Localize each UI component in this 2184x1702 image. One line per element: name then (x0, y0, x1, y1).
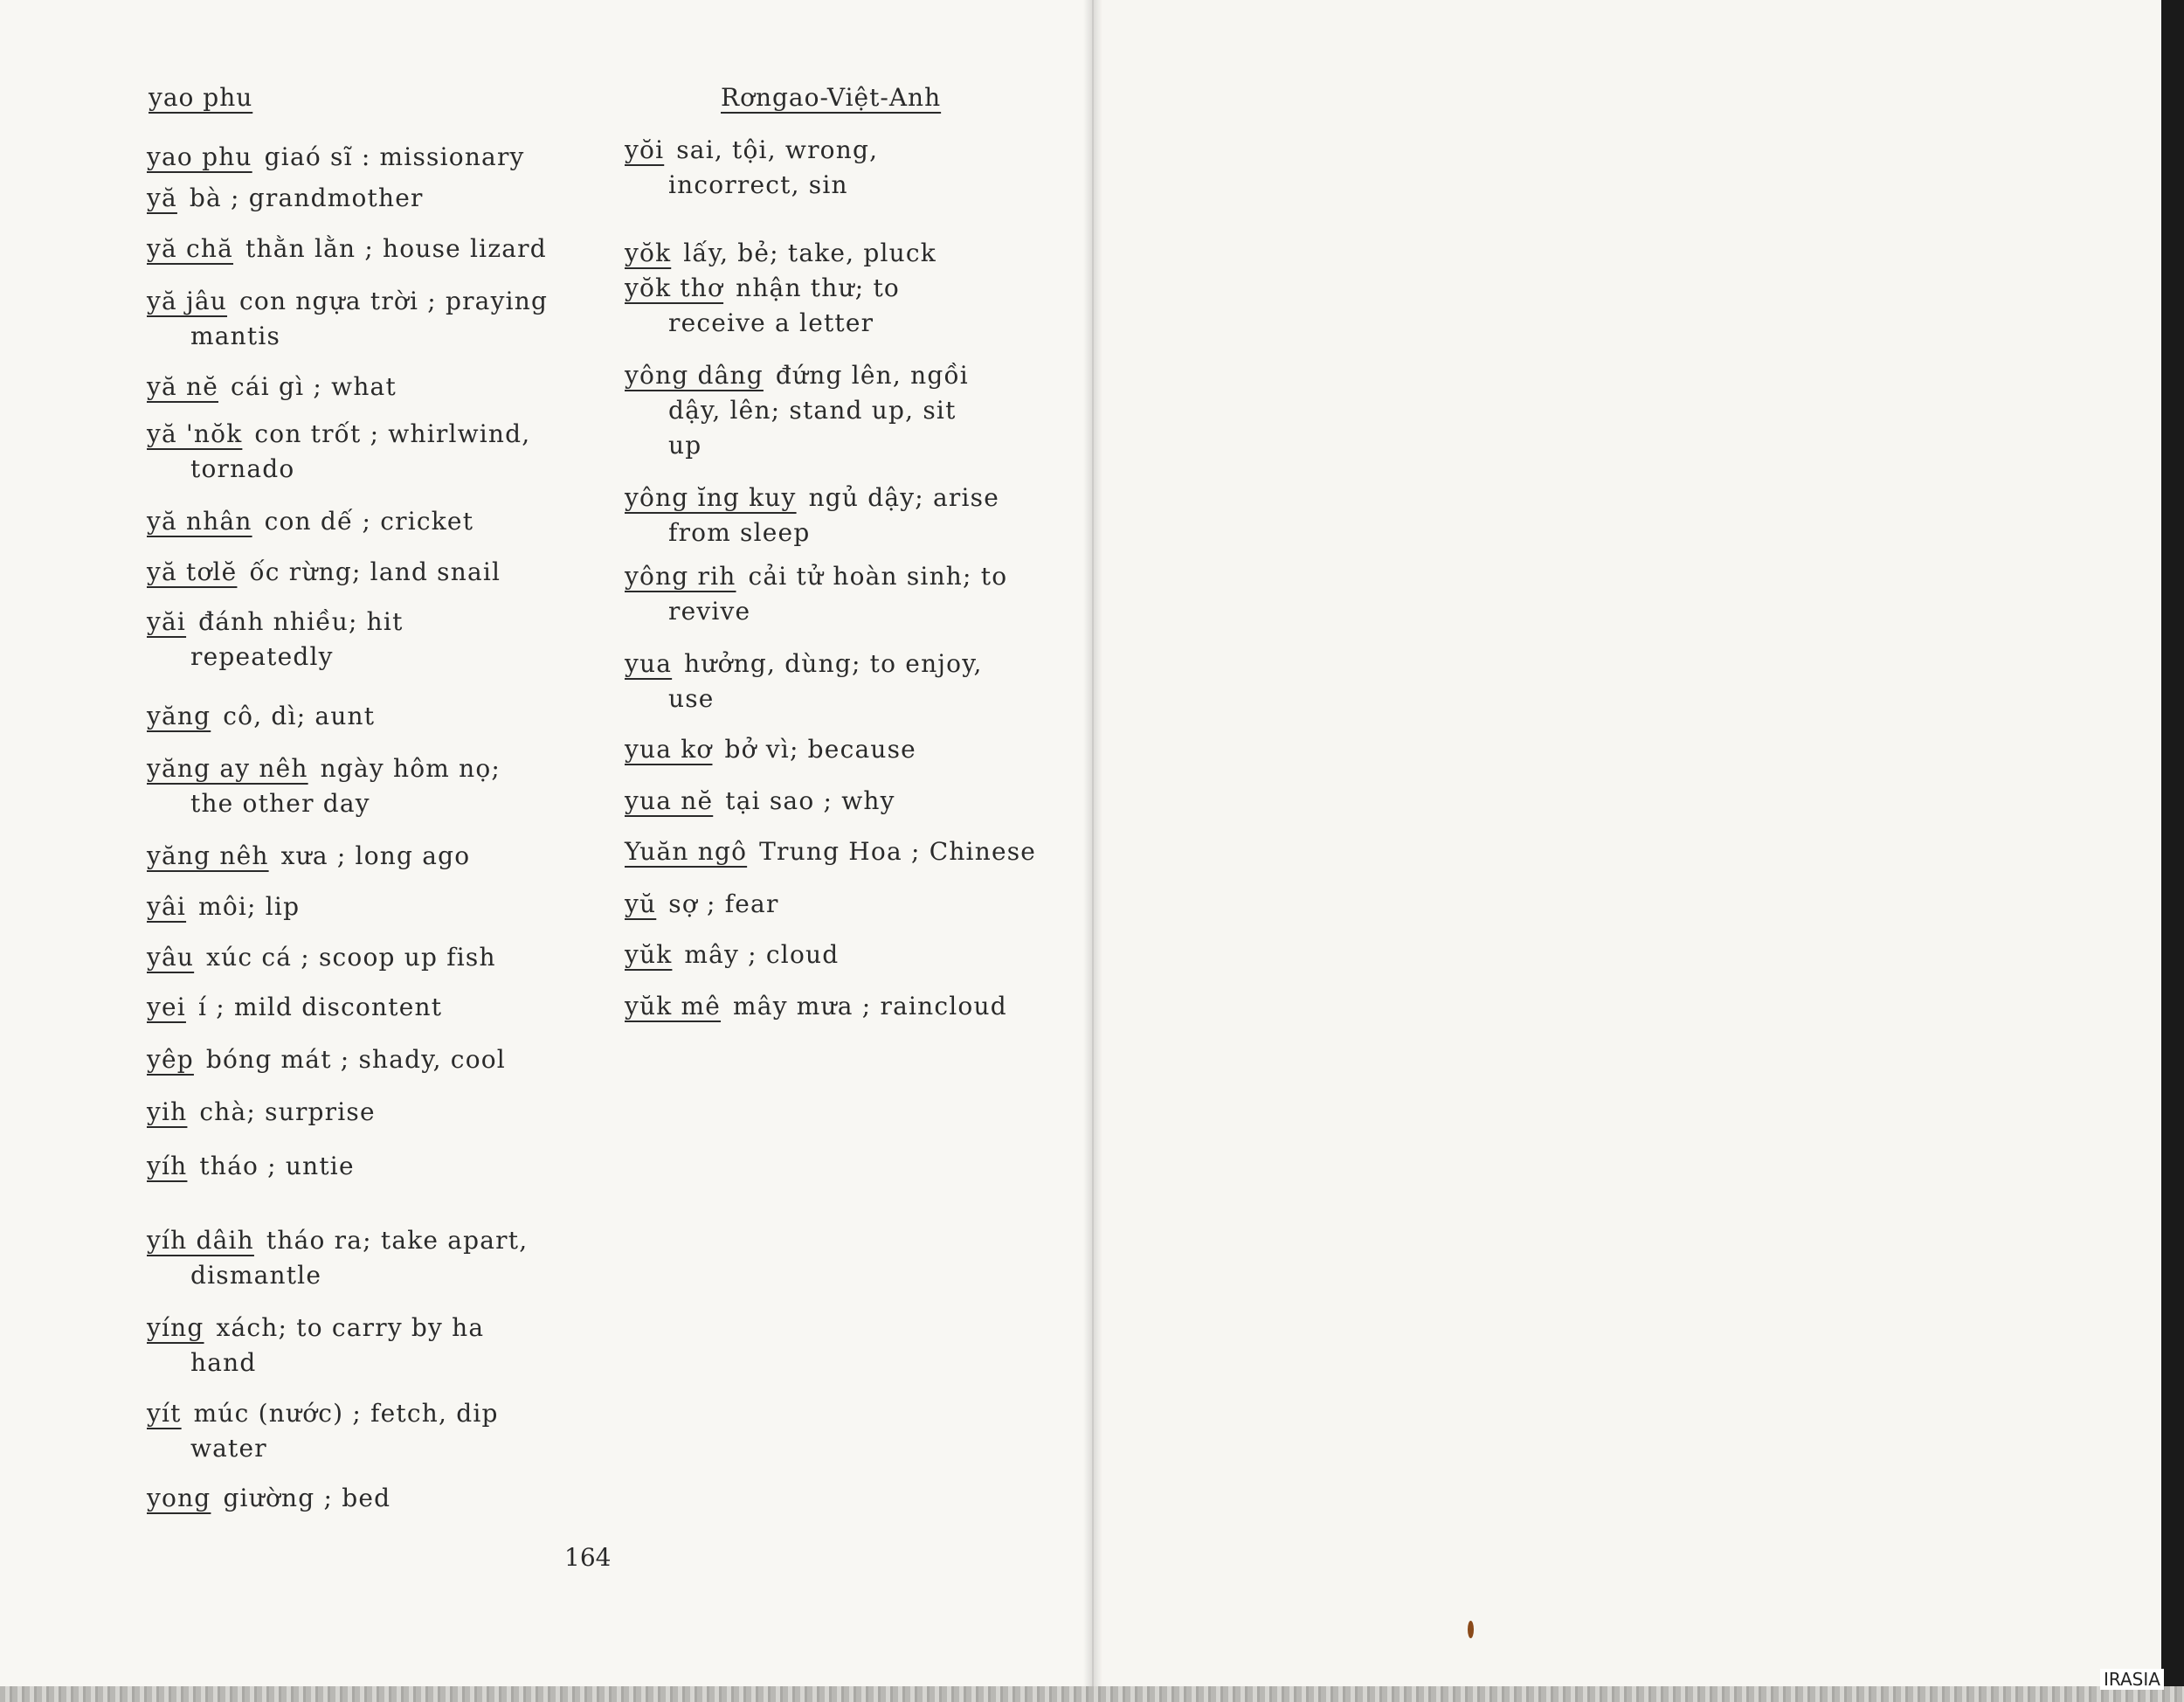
entry-definition-continued: from sleep (668, 518, 811, 547)
entry-headword: yêp (147, 1045, 194, 1074)
entry-definition: thằn lằn ; house lizard (245, 234, 547, 263)
entry-definition: giaó sĩ : missionary (264, 142, 525, 171)
entry-definition: môi; lip (198, 892, 301, 921)
scan-edge (2161, 0, 2184, 1702)
dictionary-entry (147, 699, 619, 734)
entry-headword: yua nĕ (625, 786, 714, 815)
dictionary-entry (147, 1149, 619, 1184)
entry-definition: sai, tội, wrong, (676, 135, 879, 164)
entry-headword: yăi (147, 607, 187, 636)
entry-headword: yă tơlĕ (147, 557, 238, 586)
dictionary-entry (147, 839, 619, 874)
entry-definition: mây ; cloud (684, 940, 840, 969)
entry-definition: bở vì; because (724, 735, 916, 764)
dictionary-entry (147, 284, 619, 354)
entry-definition: tại sao ; why (725, 786, 895, 815)
entry-definition: í ; mild discontent (197, 993, 443, 1021)
entry-headword: yông ĭng kuy (625, 483, 797, 512)
entry-headword: yŭk mê (625, 992, 722, 1021)
entry-definition: con dế ; cricket (264, 507, 474, 536)
entry-headword: yíh dâih (147, 1226, 254, 1255)
dictionary-entry (625, 732, 1096, 767)
dictionary-entry (625, 358, 1096, 463)
dictionary-entry (625, 271, 1096, 341)
entry-headword: yă jâu (147, 287, 228, 315)
ink-stain (1468, 1621, 1474, 1638)
dictionary-entry (147, 605, 619, 675)
entry-headword: yít (147, 1399, 182, 1428)
entry-headword: yă nhân (147, 507, 252, 536)
dictionary-entry (147, 1042, 619, 1077)
entry-definition: ngủ dậy; arise (808, 483, 1000, 512)
entry-definition: sợ ; fear (668, 889, 779, 918)
watermark: IRASIA (2100, 1669, 2164, 1690)
dictionary-entry (625, 784, 1096, 819)
entry-definition: nhận thư; to (736, 273, 900, 302)
entry-definition: hưởng, dùng; to enjoy, (684, 649, 983, 678)
entry-definition: bà ; grandmother (189, 183, 424, 212)
entry-definition: xách; to carry by ha (216, 1313, 485, 1342)
entry-headword: yua (625, 649, 673, 678)
dictionary-entry (147, 417, 619, 487)
entry-headword: yă nĕ (147, 372, 219, 401)
entry-definition-continued: incorrect, sin (668, 170, 848, 199)
right-page (1094, 0, 2184, 1686)
entry-definition: ốc rừng; land snail (249, 557, 501, 586)
entry-definition-continued: dậy, lên; stand up, sit (668, 396, 957, 425)
entry-definition: ngày hôm nọ; (320, 754, 501, 783)
entry-definition: lấy, bẻ; take, pluck (683, 239, 936, 267)
entry-definition: cô, dì; aunt (223, 702, 376, 730)
entry-headword: yâu (147, 943, 195, 972)
entry-definition-continued: the other day (190, 789, 370, 818)
dictionary-entry (625, 559, 1096, 629)
dictionary-entry (625, 236, 1096, 271)
dictionary-entry (147, 1396, 619, 1466)
dictionary-entry (147, 232, 619, 266)
entry-definition: con trốt ; whirlwind, (254, 419, 531, 448)
entry-headword: yăng nêh (147, 841, 269, 870)
entry-headword: yŏi (625, 135, 665, 164)
dictionary-entry (147, 370, 619, 405)
entry-headword: yă 'nŏk (147, 419, 243, 448)
entry-definition: đứng lên, ngồi (775, 361, 969, 390)
entry-definition-continued: receive a letter (668, 308, 874, 337)
entry-headword: yei (147, 993, 186, 1021)
entry-definition-continued: use (668, 684, 715, 713)
dictionary-entry (147, 1223, 619, 1293)
entry-headword: yông dâng (625, 361, 764, 390)
entry-headword: yíh (147, 1152, 188, 1180)
entry-definition: mây mưa ; raincloud (733, 992, 1007, 1021)
dictionary-entry (625, 834, 1096, 869)
entry-headword: yăng ay nêh (147, 754, 308, 783)
dictionary-entry (147, 990, 619, 1025)
entry-headword: yâi (147, 892, 187, 921)
dictionary-entry (147, 140, 619, 175)
entry-definition: đánh nhiều; hit (198, 607, 404, 636)
entry-headword: yŭk (625, 940, 673, 969)
entry-headword: Yuăn ngô (625, 837, 748, 866)
left-page (0, 0, 1092, 1686)
entry-headword: yŏk (625, 239, 672, 267)
entry-definition-continued: hand (190, 1348, 257, 1377)
dictionary-entry (625, 887, 1096, 922)
book-gutter (1083, 0, 1102, 1702)
entry-definition-continued: water (190, 1434, 267, 1463)
entry-definition: tháo ; untie (199, 1152, 355, 1180)
entry-headword: yông rih (625, 562, 736, 591)
entry-headword: yih (147, 1097, 188, 1126)
entry-headword: yíng (147, 1313, 204, 1342)
entry-definition: tháo ra; take apart, (266, 1226, 529, 1255)
entry-definition: xúc cá ; scoop up fish (206, 943, 496, 972)
entry-headword: yăng (147, 702, 211, 730)
entry-definition: giường ; bed (223, 1484, 391, 1512)
dictionary-entry (147, 504, 619, 539)
entry-definition: cải tử hoàn sinh; to (748, 562, 1008, 591)
entry-definition-continued: mantis (190, 322, 281, 350)
scan-bottom-edge (0, 1686, 2184, 1702)
dictionary-entry (147, 889, 619, 924)
entry-definition: bóng mát ; shady, cool (205, 1045, 506, 1074)
page-number: 164 (564, 1543, 612, 1572)
running-head-left: yao phu (149, 83, 253, 112)
running-head-right: Rơngao-Việt-Anh (721, 83, 942, 112)
entry-definition-continued: tornado (190, 454, 295, 483)
dictionary-entry (147, 1311, 619, 1380)
dictionary-entry (147, 1095, 619, 1130)
entry-definition: chà; surprise (199, 1097, 376, 1126)
dictionary-entry (625, 647, 1096, 716)
entry-definition-continued: up (668, 431, 702, 460)
entry-headword: yao phu (147, 142, 252, 171)
entry-definition-continued: repeatedly (190, 642, 334, 671)
entry-headword: yă (147, 183, 177, 212)
entry-definition-continued: revive (668, 597, 751, 626)
dictionary-entry (147, 940, 619, 975)
entry-definition: Trung Hoa ; Chinese (759, 837, 1037, 866)
entry-headword: yong (147, 1484, 211, 1512)
entry-definition: xưa ; long ago (280, 841, 471, 870)
entry-headword: yŏk thơ (625, 273, 724, 302)
entry-headword: yŭ (625, 889, 657, 918)
entry-headword: yă chă (147, 234, 234, 263)
dictionary-entry (625, 481, 1096, 550)
dictionary-entry (147, 1481, 619, 1516)
dictionary-entry (147, 751, 619, 821)
dictionary-entry (625, 133, 1096, 203)
dictionary-entry (625, 989, 1096, 1024)
entry-definition: con ngựa trời ; praying (239, 287, 549, 315)
entry-definition: cái gì ; what (231, 372, 397, 401)
entry-definition-continued: dismantle (190, 1261, 322, 1290)
dictionary-entry (147, 181, 619, 216)
entry-definition: múc (nước) ; fetch, dip (193, 1399, 499, 1428)
dictionary-entry (625, 937, 1096, 972)
entry-headword: yua kơ (625, 735, 713, 764)
dictionary-entry (147, 555, 619, 590)
